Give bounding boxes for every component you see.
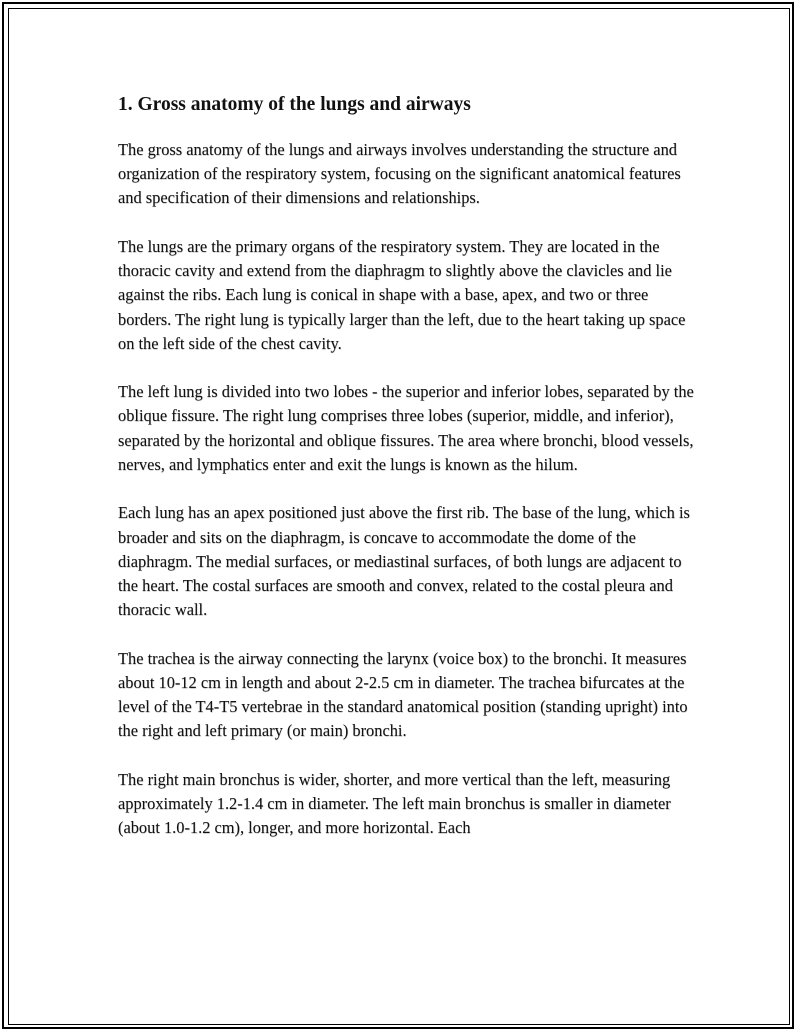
section-heading: 1. Gross anatomy of the lungs and airways xyxy=(118,94,471,115)
paragraph-trachea: The trachea is the airway connecting the larynx (voice box) to the bronchi. It measures about 10-12 cm in length and about 2-2.5 cm in diameter. The trachea bifurcates at the level of the T4-T5 vertebrae in the standard anatomical position (standing upright) into the right and left primary (or main) bronchi. xyxy=(118,648,688,741)
paragraph-intro: The gross anatomy of the lungs and airways involves understanding the structure and organization of the respiratory system, focusing on the significant anatomical features and specification of their dimensions and relationships. xyxy=(118,140,681,208)
paragraph-lungs-overview: The lungs are the primary organs of the respiratory system. They are located in the thoracic cavity and extend from the diaphragm to slightly above the clavicles and lie against the ribs. Each lung is conical in shape with a base, apex, and two or three borders. The right lung is typically larger than the left, due to the heart taking up space on the left side of the chest cavity. xyxy=(118,236,686,353)
paragraph-lobes: The left lung is divided into two lobes - the superior and inferior lobes, separated by the oblique fissure. The right lung comprises three lobes (superior, middle, and inferior), separated by the horizontal and oblique fissures. The area where bronchi, blood vessels, nerves, and lymphatics enter and exit the lungs is known as the hilum. xyxy=(118,382,694,474)
paragraph-bronchi: The right main bronchus is wider, shorter, and more vertical than the left, measuring approximately 1.2-1.4 cm in diameter. The left main bronchus is smaller in diameter (about 1.0-1.2 cm), longer, and more horizontal. Each xyxy=(118,769,671,838)
document-body xyxy=(118,91,698,865)
paragraph-surfaces: Each lung has an apex positioned just above the first rib. The base of the lung, which is broader and sits on the diaphragm, is concave to accommodate the dome of the diaphragm. The medial surfaces, or mediastinal surfaces, of both lungs are adjacent to the heart. The costal surfaces are smooth and convex, related to the costal pleura and thoracic wall. xyxy=(118,503,690,620)
